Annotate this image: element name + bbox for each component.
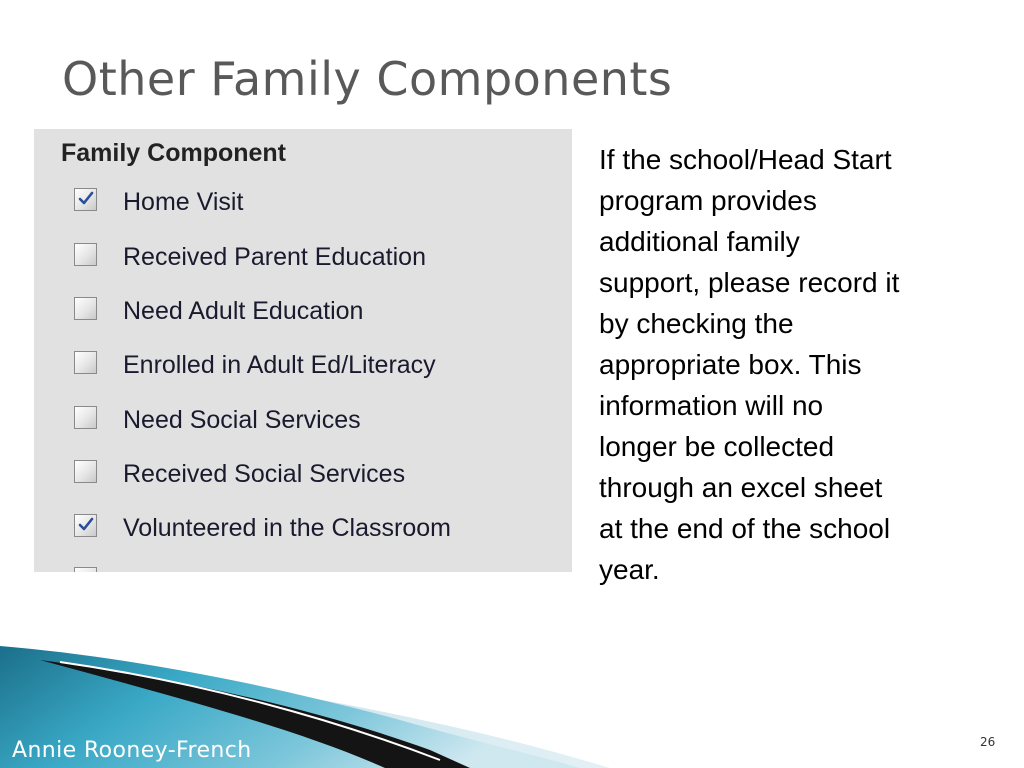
check-icon bbox=[77, 516, 95, 534]
checkbox-box[interactable] bbox=[74, 243, 97, 266]
slide-title: Other Family Components bbox=[62, 52, 673, 106]
checkbox-label: Need Adult Education bbox=[123, 297, 364, 325]
checkbox-home-visit[interactable] bbox=[74, 187, 554, 217]
checkbox-box[interactable] bbox=[74, 297, 97, 320]
page-number: 26 bbox=[980, 735, 996, 749]
checkbox-label: Volunteered in the Classroom bbox=[123, 514, 451, 542]
checkbox-label: Received Social Services bbox=[123, 460, 406, 488]
checkbox-received-social-services[interactable] bbox=[74, 459, 554, 489]
checkbox-label: Need Social Services bbox=[123, 406, 361, 434]
checkbox-need-adult-education[interactable] bbox=[74, 296, 554, 326]
checkbox-box[interactable] bbox=[74, 460, 97, 483]
checkbox-need-social-services[interactable] bbox=[74, 405, 554, 435]
family-component-panel bbox=[34, 129, 572, 572]
checkbox-enrolled-adult-ed-literacy[interactable] bbox=[74, 350, 554, 380]
checkbox-label: Received Parent Education bbox=[123, 243, 426, 271]
checkbox-box[interactable] bbox=[74, 514, 97, 537]
checkbox-label: Enrolled in Adult Ed/Literacy bbox=[123, 351, 436, 379]
checkbox-box[interactable] bbox=[74, 406, 97, 429]
checkbox-volunteered-classroom[interactable] bbox=[74, 513, 554, 543]
checkbox-label: Home Visit bbox=[123, 188, 244, 216]
footer-swoosh-decoration bbox=[0, 560, 1024, 768]
checkbox-box[interactable] bbox=[74, 188, 97, 211]
checkbox-received-parent-education[interactable] bbox=[74, 242, 554, 272]
check-icon bbox=[77, 190, 95, 208]
family-component-heading: Family Component bbox=[61, 139, 287, 167]
checkbox-box[interactable] bbox=[74, 351, 97, 374]
presenter-name: Annie Rooney-French bbox=[12, 738, 252, 763]
description-text: If the school/Head Start program provides additional family support, please record it by checking the appropriate box. This information will no longer be collected through an excel sheet at the end of the school year. bbox=[599, 144, 900, 585]
